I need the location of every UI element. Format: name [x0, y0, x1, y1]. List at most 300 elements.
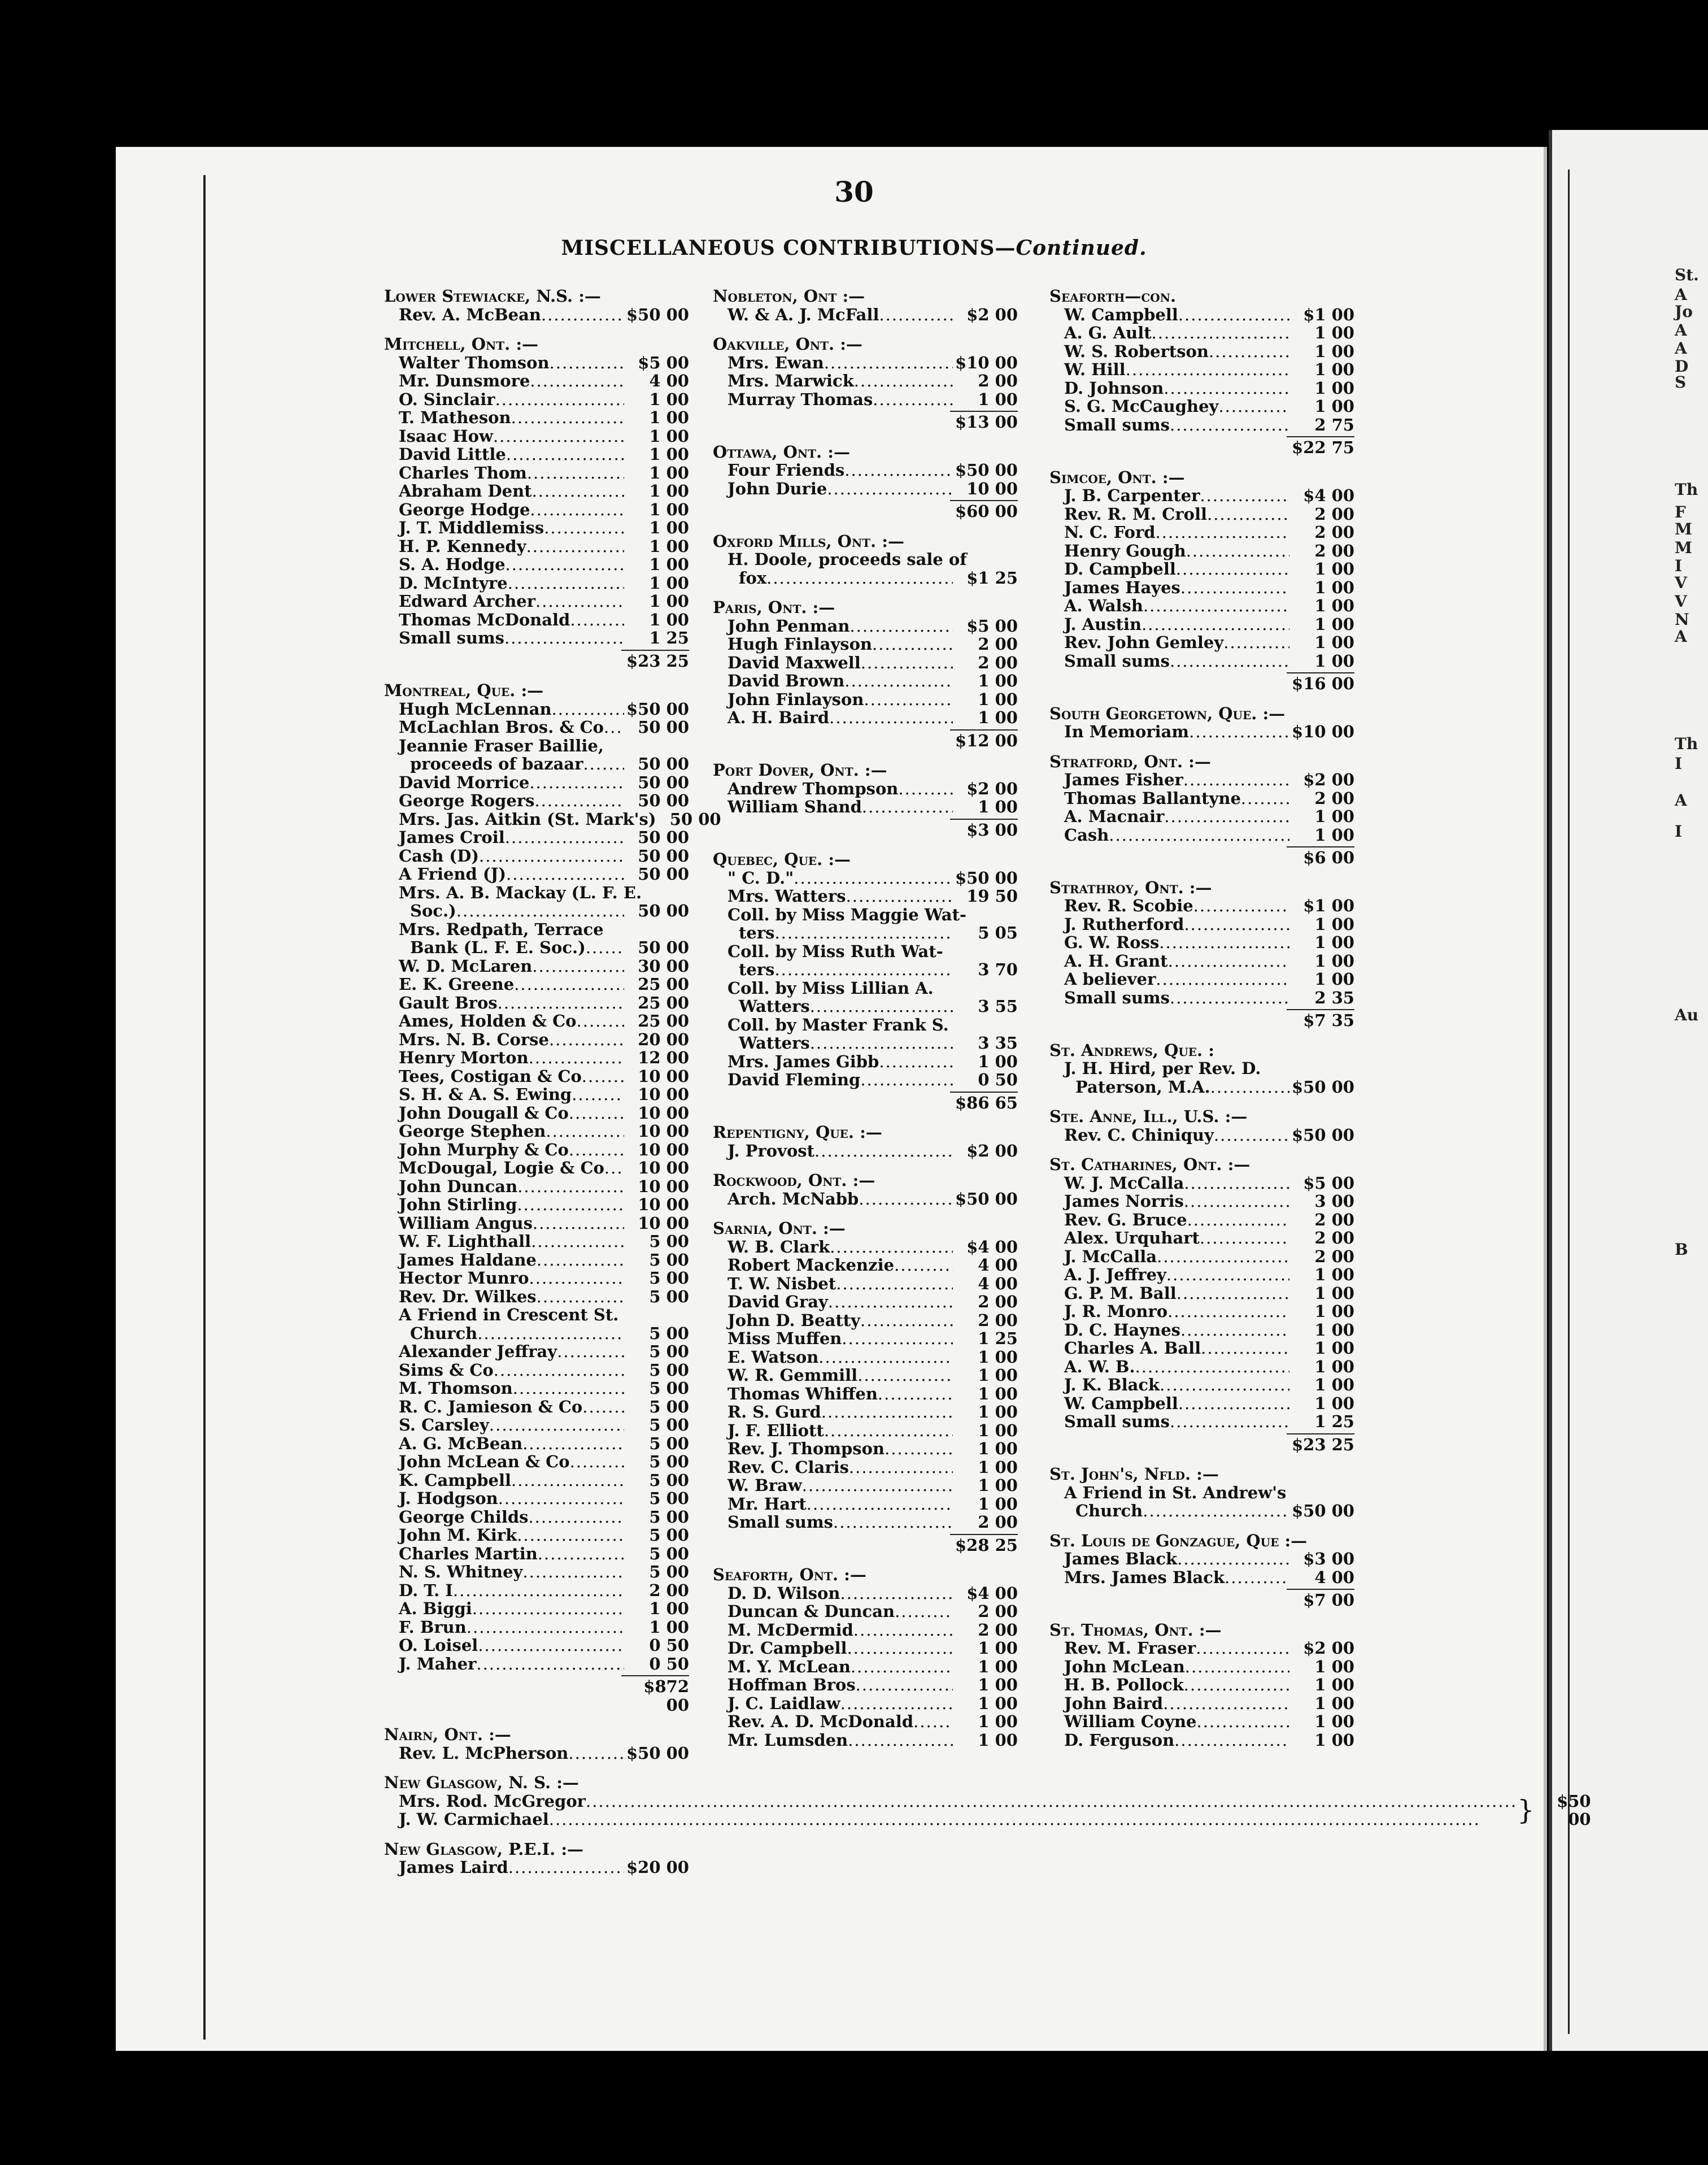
entry-name: Coll. by Miss Ruth Wat-	[727, 941, 943, 961]
leader-dots	[529, 773, 624, 792]
entry-name: J. Rutherford	[1064, 914, 1184, 934]
entry-name: D. D. Wilson	[727, 1583, 840, 1603]
section-heading: Ottawa, Ont. :—	[713, 442, 850, 462]
entry-name: David Little	[399, 445, 506, 464]
entry-amount: 1 00	[978, 1439, 1018, 1458]
leader-dots	[1180, 579, 1289, 597]
leader-dots	[476, 1655, 624, 1673]
entry-row	[1049, 633, 1354, 652]
entry-name: Charles A. Ball	[1064, 1338, 1201, 1358]
leader-dots	[528, 1508, 624, 1527]
entry-name: D. Johnson	[1064, 378, 1164, 398]
leader-dots	[814, 1142, 953, 1160]
entry-row	[713, 1385, 1018, 1403]
entry-name: Hugh Finlayson	[727, 634, 873, 654]
entry-name: N. S. Whitney	[399, 1562, 523, 1581]
entry-row	[384, 1232, 689, 1251]
leader-dots	[807, 1495, 953, 1514]
entry-name: H. B. Pollock	[1064, 1675, 1184, 1694]
entry-name: Thomas Whiffen	[727, 1384, 878, 1403]
entry-row	[384, 828, 689, 847]
entry-amount: 1 25	[978, 1329, 1018, 1348]
entry-row	[1049, 723, 1354, 741]
adjacent-page-text: St.	[1675, 266, 1699, 284]
entry-name: K. Campbell	[399, 1470, 511, 1490]
entry-name: J. T. Middlemiss	[399, 518, 544, 537]
entry-amount: 1 00	[1314, 577, 1354, 597]
leader-dots	[535, 592, 624, 611]
contribution-section	[713, 598, 1018, 750]
leader-dots	[1189, 723, 1289, 741]
leader-dots	[884, 1440, 953, 1458]
entry-row	[384, 1398, 689, 1416]
leader-dots	[1143, 597, 1289, 615]
leader-dots	[526, 537, 624, 556]
entry-name: H. Doole, proceeds sale of	[727, 550, 967, 569]
entry-row	[384, 865, 689, 884]
entry-row	[1049, 970, 1354, 989]
entry-name: Mrs. Redpath, Terrace	[399, 919, 604, 939]
entry-row	[713, 690, 1018, 709]
entry-amount: 10 00	[638, 1085, 689, 1104]
entry-row	[1049, 1229, 1354, 1247]
leader-dots	[840, 1694, 953, 1713]
entry-amount: 12 00	[638, 1048, 689, 1067]
entry-amount: 1 00	[1314, 1320, 1354, 1340]
entry-amount: 1 00	[1314, 933, 1354, 952]
section-total-value: $872 00	[621, 1675, 689, 1714]
leader-dots	[840, 1584, 953, 1603]
contribution-section	[713, 443, 1018, 521]
entry-name: Murray Thomas	[727, 389, 873, 409]
entry-amount: 50 00	[638, 772, 689, 792]
entry-name: Charles Martin	[399, 1544, 538, 1563]
entry-name: D. Ferguson	[1064, 1730, 1175, 1750]
leader-dots	[538, 1545, 624, 1563]
adjacent-page-text: N	[1675, 610, 1689, 629]
entry-amount: $2 00	[1303, 770, 1354, 789]
entry-amount: 2 00	[978, 1292, 1018, 1311]
contribution-section	[1049, 1621, 1354, 1750]
entry-name: W. B. Clark	[727, 1237, 830, 1257]
entry-row	[384, 1453, 689, 1471]
entry-amount: 5 00	[649, 1525, 689, 1545]
leader-dots	[552, 700, 624, 719]
leader-dots	[544, 519, 624, 537]
entry-row	[1049, 579, 1354, 597]
entry-name: Jeannie Fraser Baillie,	[399, 736, 604, 755]
entry-name: D. Campbell	[1064, 559, 1176, 579]
leader-dots	[1214, 1126, 1289, 1145]
leader-dots	[546, 1122, 624, 1141]
entry-row	[713, 372, 1018, 390]
entry-name: Henry Gough	[1064, 541, 1186, 560]
entry-row	[384, 1342, 689, 1361]
entry-name: E. K. Greene	[399, 975, 515, 994]
entry-amount: 1 00	[1314, 914, 1354, 934]
entry-row	[713, 1293, 1018, 1311]
entry-name: A Friend in St. Andrew's	[1064, 1483, 1287, 1502]
leader-dots	[534, 792, 624, 810]
entry-amount: 1 00	[978, 1347, 1018, 1367]
leader-dots	[828, 1293, 953, 1311]
leader-dots	[774, 960, 953, 979]
contribution-section	[384, 1840, 689, 1877]
entry-row	[384, 1508, 689, 1527]
entry-amount: $5 00	[638, 353, 689, 372]
entry-amount: 2 00	[978, 653, 1018, 672]
entry-name: Rev. C. Chiniquy	[1064, 1125, 1214, 1145]
entry-name: J. Austin	[1064, 614, 1142, 634]
leader-dots	[569, 1104, 624, 1123]
entry-row	[713, 1731, 1018, 1750]
leader-dots	[541, 306, 624, 324]
section-heading: Rockwood, Ont. :—	[713, 1171, 875, 1190]
entry-name: J. McCalla	[1064, 1246, 1157, 1266]
entry-name: A Friend (J)	[399, 864, 507, 884]
entry-row	[713, 1676, 1018, 1694]
leader-dots	[1156, 970, 1289, 989]
entry-amount: 1 00	[1314, 1302, 1354, 1321]
leader-dots	[582, 1398, 624, 1416]
entry-name: George Rogers	[399, 791, 535, 810]
entry-amount: 5 00	[649, 1379, 689, 1398]
section-heading: St. Louis de Gonzague, Que :—	[1049, 1531, 1308, 1550]
entry-amount: 1 00	[978, 1476, 1018, 1495]
leader-dots	[1163, 1694, 1289, 1713]
entry-amount: $50 00	[955, 1189, 1018, 1208]
entry-row	[384, 737, 689, 755]
section-total	[1049, 670, 1354, 693]
entry-name: Small sums	[1064, 988, 1170, 1007]
leader-dots	[1176, 560, 1289, 579]
entry-name: Walter Thomson	[399, 353, 550, 372]
leader-dots	[810, 997, 953, 1016]
adjacent-page-text: I	[1675, 557, 1683, 575]
entry-name: David Fleming	[727, 1070, 861, 1089]
entry-amount: $10 00	[1292, 722, 1354, 741]
adjacent-page-text: A	[1675, 627, 1687, 646]
leader-dots	[568, 1744, 624, 1763]
leader-dots	[1170, 1412, 1289, 1431]
section-total	[713, 1089, 1018, 1112]
section-heading: Repentigny, Que. :—	[713, 1123, 882, 1142]
leader-dots	[522, 1563, 624, 1581]
entry-name: N. C. Ford	[1064, 523, 1156, 542]
column-3	[1049, 287, 1354, 1749]
entry-name: Small sums	[1064, 1412, 1170, 1431]
leader-dots	[604, 1159, 624, 1177]
leader-dots	[844, 461, 953, 480]
entry-row	[1049, 915, 1354, 934]
entry-amount: 50 00	[638, 901, 689, 920]
entry-name: David Morrice	[399, 772, 530, 792]
entry-name: Alex. Urquhart	[1064, 1228, 1200, 1247]
entry-row	[384, 1159, 689, 1177]
entry-name: McLachlan Bros. & Co	[399, 718, 604, 737]
contribution-section	[384, 1725, 689, 1762]
entry-amount: 1 00	[1314, 559, 1354, 579]
leader-dots	[794, 869, 953, 888]
leader-dots	[1207, 505, 1289, 524]
leader-dots	[1184, 1676, 1289, 1694]
leader-dots	[1135, 1358, 1289, 1376]
entry-name: Rev. A. McBean	[399, 305, 541, 324]
entry-name: Coll. by Master Frank S.	[727, 1015, 949, 1034]
entry-row	[713, 1034, 1018, 1053]
entry-name: Hector Munro	[399, 1268, 529, 1288]
leader-dots	[1197, 1712, 1289, 1731]
entry-amount: $5 00	[1303, 1173, 1354, 1193]
leader-dots	[1156, 523, 1289, 542]
entry-name: A Friend in Crescent St.	[399, 1305, 619, 1324]
entry-name: A. H. Baird	[727, 708, 830, 727]
entry-name: Hugh McLennan	[399, 699, 552, 719]
entry-amount: 5 00	[649, 1452, 689, 1471]
entry-row	[384, 482, 689, 501]
entry-name: Mr. Hart	[727, 1494, 807, 1514]
entry-amount: 1 00	[978, 708, 1018, 727]
brace-symbol: }	[1517, 1794, 1535, 1826]
entry-name: S. H. & A. S. Ewing	[399, 1085, 572, 1104]
entry-name: J. B. Carpenter	[1064, 486, 1200, 505]
entry-amount: $1 00	[1303, 896, 1354, 915]
entry-name: M. McDermid	[727, 1620, 853, 1640]
entry-name: W. D. McLaren	[399, 956, 533, 976]
entry-row	[384, 408, 689, 427]
entry-row	[384, 792, 689, 810]
entry-name: Small sums	[1064, 415, 1170, 434]
entry-amount: 2 00	[1314, 1210, 1354, 1229]
entry-amount: 2 00	[978, 371, 1018, 390]
entry-row	[713, 461, 1018, 480]
section-total	[713, 408, 1018, 432]
entry-row	[713, 1053, 1018, 1071]
leader-dots	[860, 1311, 953, 1330]
entry-amount: 5 00	[649, 1507, 689, 1527]
leader-dots	[1167, 1302, 1289, 1321]
entry-amount: 50 00	[638, 938, 689, 957]
page-edge	[1544, 147, 1547, 2051]
entry-amount: 50 00	[638, 846, 689, 866]
entry-row	[713, 906, 1018, 924]
entry-amount: 1 00	[978, 1384, 1018, 1403]
entry-amount: 10 00	[638, 1066, 689, 1086]
entry-name: Thomas Ballantyne	[1064, 788, 1241, 808]
page-number: 30	[834, 175, 874, 208]
entry-row	[1049, 1376, 1354, 1394]
section-total	[384, 647, 689, 671]
entry-name: R. C. Jamieson & Co	[399, 1397, 583, 1416]
entry-amount: 25 00	[638, 975, 689, 994]
leader-dots	[878, 1385, 953, 1403]
entry-name: A. J. Jeffrey	[1064, 1265, 1166, 1284]
entry-name: Mrs. A. B. Mackay (L. F. E.	[399, 882, 642, 902]
entry-row	[384, 700, 689, 719]
gutter-line	[203, 175, 206, 2040]
leader-dots	[549, 1810, 1517, 1829]
leader-dots	[1178, 306, 1289, 324]
entry-amount: 25 00	[638, 993, 689, 1012]
leader-dots	[856, 1676, 953, 1694]
leader-dots	[1184, 1174, 1289, 1193]
section-heading: St. Thomas, Ont. :—	[1049, 1620, 1222, 1640]
entry-name: Watters	[739, 1033, 810, 1053]
entry-amount: 1 00	[978, 1712, 1018, 1731]
entry-name: O. Sinclair	[399, 389, 495, 409]
entry-row	[713, 942, 1018, 961]
entry-amount: $50 00	[955, 460, 1018, 480]
leader-dots	[586, 1792, 1517, 1811]
leader-dots	[1168, 952, 1289, 971]
entry-row	[384, 938, 689, 957]
entry-name: Mr. Lumsden	[727, 1730, 848, 1750]
entry-amount: 2 00	[1314, 1246, 1354, 1266]
entry-amount: 50 00	[638, 864, 689, 884]
entry-amount: 1 00	[649, 1617, 689, 1637]
adjacent-page-text: Au	[1675, 1006, 1699, 1024]
entry-amount: 10 00	[638, 1158, 689, 1177]
entry-row	[384, 1104, 689, 1123]
leader-dots	[498, 994, 624, 1012]
entry-name: Mrs. Marwick	[727, 371, 854, 390]
entry-amount: 1 00	[1314, 1693, 1354, 1713]
entry-amount: 1 00	[978, 1657, 1018, 1676]
entry-row	[384, 920, 689, 939]
section-total-value: $23 25	[1287, 1433, 1354, 1454]
entry-amount: $50 00	[626, 305, 689, 324]
entry-amount: 4 00	[1314, 1567, 1354, 1587]
entry-row	[384, 611, 689, 629]
entry-row	[384, 1599, 689, 1618]
leader-dots	[511, 1471, 624, 1490]
entry-amount: 2 00	[978, 634, 1018, 654]
leader-dots	[557, 1342, 624, 1361]
entry-amount: 1 00	[1314, 1712, 1354, 1731]
entry-row	[384, 902, 689, 920]
entry-name: Mrs. Watters	[727, 886, 846, 906]
entry-name: Rev. R. Scobie	[1064, 896, 1193, 915]
entry-amount: 2 00	[978, 1620, 1018, 1640]
leader-dots	[879, 1053, 953, 1071]
leader-dots	[1170, 652, 1289, 671]
entry-row	[384, 1471, 689, 1490]
entry-row	[713, 1458, 1018, 1477]
section-total-value: $28 25	[950, 1534, 1018, 1555]
entry-name: Robert Mackenzie	[727, 1255, 895, 1275]
entry-amount: 1 00	[1314, 951, 1354, 971]
leader-dots	[572, 1085, 624, 1104]
entry-amount: 5 00	[649, 1415, 689, 1434]
entry-name: James Fisher	[1064, 770, 1183, 789]
entry-row	[713, 654, 1018, 672]
section-total-value: $23 25	[621, 650, 689, 671]
entry-amount: 1 00	[1314, 360, 1354, 379]
entry-amount: $2 00	[966, 1141, 1018, 1160]
entry-name: A. Walsh	[1064, 596, 1143, 615]
entry-name: Four Friends	[727, 460, 845, 480]
leader-dots	[530, 372, 624, 390]
entry-amount: 2 00	[978, 1602, 1018, 1621]
leader-dots	[857, 1366, 953, 1385]
leader-dots	[456, 902, 624, 920]
leader-dots	[1184, 1192, 1289, 1211]
entry-name: Rev. L. McPherson	[399, 1743, 569, 1763]
entry-name: " C. D."	[727, 868, 794, 888]
entry-row	[1049, 523, 1354, 542]
section-total	[1049, 1431, 1354, 1454]
leader-dots	[818, 1348, 953, 1367]
entry-amount: 5 00	[649, 1544, 689, 1563]
adjacent-page-text: A	[1675, 321, 1687, 340]
entry-amount: 1 00	[649, 555, 689, 574]
entry-row	[384, 755, 689, 773]
section-total	[713, 1532, 1018, 1555]
entry-row	[384, 1141, 689, 1159]
leader-dots	[1170, 989, 1289, 1007]
entry-name: Rev. G. Bruce	[1064, 1210, 1187, 1229]
leader-dots	[529, 1269, 624, 1288]
entry-name: Henry Morton	[399, 1048, 529, 1067]
leader-dots	[1157, 1247, 1289, 1266]
entry-name: John D. Beatty	[727, 1310, 861, 1330]
entry-amount: 1 00	[1314, 323, 1354, 342]
entry-amount: $2 00	[966, 305, 1018, 324]
entry-name: Paterson, M.A.	[1075, 1077, 1210, 1097]
entry-amount: 5 00	[649, 1360, 689, 1380]
leader-dots	[517, 1177, 624, 1196]
entry-row	[384, 847, 689, 866]
entry-row	[713, 997, 1018, 1016]
entry-amount: 4 00	[978, 1273, 1018, 1293]
entry-row	[713, 708, 1018, 727]
entry-amount: 1 00	[649, 389, 689, 409]
entry-row	[1049, 1321, 1354, 1340]
entry-row	[1049, 1676, 1354, 1694]
entry-name: Small sums	[727, 1512, 833, 1532]
entry-row	[384, 1526, 689, 1545]
entry-row	[713, 1311, 1018, 1330]
section-total	[1049, 434, 1354, 457]
entry-row	[713, 1275, 1018, 1293]
contribution-section	[384, 1773, 1591, 1829]
entry-name: Small sums	[399, 628, 504, 647]
leader-dots	[506, 555, 624, 574]
entry-amount: $2 00	[1303, 1638, 1354, 1658]
entry-row	[1049, 1302, 1354, 1321]
entry-row	[384, 519, 689, 537]
entry-amount: 1 00	[1314, 970, 1354, 989]
entry-row	[1049, 1211, 1354, 1229]
entry-amount: 2 00	[1314, 788, 1354, 808]
entry-name: W. Campbell	[1064, 305, 1178, 324]
entry-row	[1049, 1694, 1354, 1713]
entry-row	[713, 887, 1018, 906]
entry-amount: $4 00	[1303, 486, 1354, 505]
entry-row	[713, 617, 1018, 636]
leader-dots	[532, 482, 624, 501]
entry-row	[713, 390, 1018, 409]
leader-dots	[827, 480, 953, 498]
entry-row	[1049, 1394, 1354, 1413]
entry-name: Mrs. Rod. McGregor	[399, 1791, 586, 1811]
entry-amount: 1 00	[649, 573, 689, 593]
entry-amount: 1 00	[649, 518, 689, 537]
leader-dots	[537, 1288, 624, 1306]
entry-amount: 1 00	[978, 1420, 1018, 1440]
entry-name: J. K. Black	[1064, 1375, 1160, 1394]
entry-row	[713, 960, 1018, 979]
